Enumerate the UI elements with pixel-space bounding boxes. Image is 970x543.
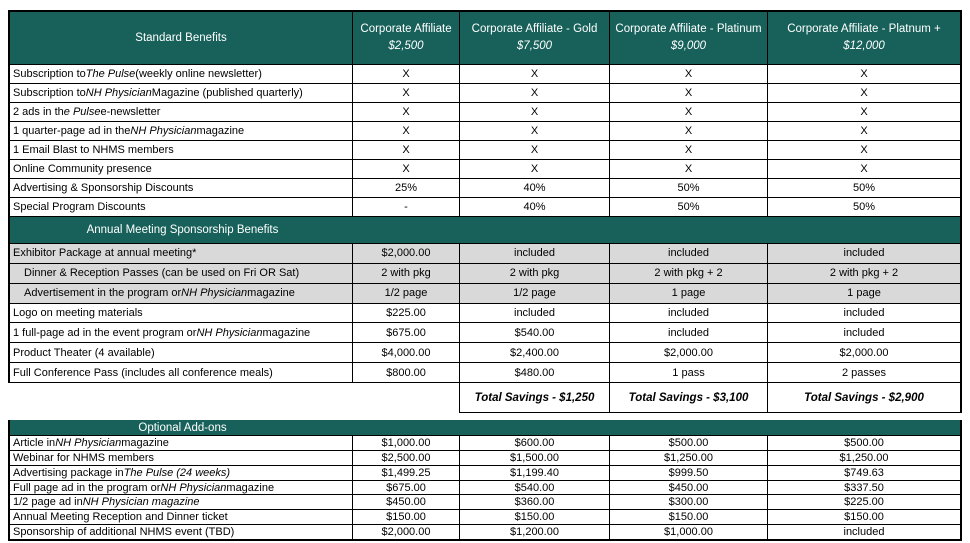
row-value-cell: 2 with pkg [460,264,610,283]
row-value-cell: $540.00 [460,481,610,495]
table-row [10,284,960,304]
row-value-cell: $2,400.00 [460,343,610,362]
row-label-cell [10,481,353,495]
row-value-cell: included [610,323,768,342]
table-header-row [8,10,962,65]
row-label-cell [10,160,353,178]
total-savings-cell: Total Savings - $1,250 [460,383,610,412]
table-row [10,481,960,496]
row-label-cell [10,323,353,342]
row-value-cell: - [353,198,460,216]
row-value-cell: 50% [610,198,768,216]
row-value-cell: $4,000.00 [353,343,460,362]
row-value-cell: $150.00 [610,510,768,524]
row-value-cell: X [610,65,768,83]
row-label-cell [10,103,353,121]
row-value-cell: X [610,141,768,159]
section-header-row [8,420,962,436]
label-text: The Pulse (24 weeks) [123,466,231,479]
label-text: Annual Meeting Reception and Dinner ticket [13,511,228,524]
row-value-cell: 1 page [847,287,881,300]
row-value-cell: 1/2 page [353,284,460,303]
label-text: NH Physician [196,326,263,339]
row-value-cell: $600.00 [460,436,610,450]
row-value-cell: $225.00 [844,496,884,509]
row-value-cell: included [843,247,885,260]
row-value-cell: $1,500.00 [460,451,610,465]
row-value-cell: X [860,144,868,156]
tier-name: Corporate Affiliate - Platnum + [787,23,941,36]
row-value-cell: X [353,84,460,102]
label-text: magazine [121,436,169,449]
label-text: Full page ad in the program or [13,481,161,494]
header-cell-tier-gold [460,12,610,64]
header-cell-tier-corporate-affiliate [353,12,460,64]
benefits-pricing-table [8,10,962,541]
label-text: NH Physician [55,436,122,449]
table-row [10,141,960,160]
table-row [10,264,960,284]
row-label-cell [10,525,353,539]
label-text: Special Program Discounts [13,201,146,213]
row-label-cell [10,244,353,263]
row-value-cell: $360.00 [460,495,610,509]
label-text: NH Physician [130,125,197,137]
row-value-cell: X [353,122,460,140]
row-value-cell: $480.00 [460,363,610,382]
row-value-cell: X [460,122,610,140]
row-value-cell: X [460,141,610,159]
tier-name: Corporate Affiliate [360,23,452,36]
row-value-cell: $1,499.25 [353,466,460,480]
row-value-cell: $2,000.00 [610,343,768,362]
table-row [10,510,960,525]
section-rows [8,65,962,217]
row-value-cell: $2,000.00 [353,244,460,263]
label-text: Magazine (published quarterly) [151,87,303,99]
row-value-cell: 1/2 page [460,284,610,303]
table-row [10,179,960,198]
row-value-cell: $150.00 [844,511,884,524]
row-value-cell: $800.00 [353,363,460,382]
row-value-cell: $1,250.00 [839,451,889,464]
row-value-cell: included [610,244,768,263]
tier-name: Corporate Affiliate - Gold [471,23,598,36]
table-row [10,198,960,217]
label-text: magazine [247,287,295,300]
label-text: magazine [262,326,311,339]
label-text: Webinar for NHMS members [13,451,154,464]
label-text: Advertisement in the program or [24,287,182,300]
row-value-cell: X [860,68,868,80]
row-value-cell: $500.00 [844,436,884,449]
row-value-cell: X [610,103,768,121]
label-text: e-newsletter [100,106,161,118]
row-value-cell: included [460,304,610,323]
row-value-cell: X [353,141,460,159]
row-value-cell: X [860,125,868,137]
label-text: e Pulse [63,106,101,118]
row-value-cell: $337.50 [844,481,884,494]
row-value-cell: 25% [353,179,460,197]
row-value-cell: $749.63 [844,466,884,479]
row-label-cell [10,436,353,450]
label-text: Subscription to [13,87,86,99]
section-title: Optional Add-ons [138,421,227,434]
label-text: Subscription to [13,68,86,80]
label-text: Exhibitor Package at annual meeting* [13,247,197,260]
label-text: Online Community presence [13,163,152,175]
row-value-cell: X [460,160,610,178]
table-row [10,343,960,363]
label-text: The Pulse [85,68,136,80]
row-value-cell: included [460,244,610,263]
table-row [10,436,960,451]
label-text: NH Physician [160,481,227,494]
tier-price: $7,500 [516,40,553,52]
row-value-cell: $540.00 [460,323,610,342]
label-text: Article in [13,436,56,449]
row-label-cell [10,284,353,303]
row-value-cell: X [610,122,768,140]
row-value-cell: X [610,160,768,178]
row-value-cell: $450.00 [353,495,460,509]
table-row [10,466,960,481]
section-rows [8,436,962,541]
tier-name: Corporate Affiliate - Platinum [615,23,762,36]
row-label-cell [10,304,353,323]
row-value-cell: X [460,103,610,121]
row-value-cell: X [353,65,460,83]
row-value-cell: $300.00 [610,495,768,509]
row-value-cell: X [353,160,460,178]
tier-price: $12,000 [843,40,885,52]
row-value-cell: $225.00 [353,304,460,323]
row-value-cell: 2 with pkg + 2 [829,267,899,280]
table-row [10,451,960,466]
label-text: Dinner & Reception Passes (can be used on Fri OR Sat) [24,267,300,280]
label-text: 1 Email Blast to NHMS members [13,144,174,156]
row-label-cell [10,141,353,159]
row-value-cell: $1,250.00 [610,451,768,465]
row-value-cell: X [860,106,868,118]
total-savings-cell: Total Savings - $2,900 [804,391,924,404]
table-row [10,65,960,84]
row-value-cell: $2,500.00 [353,451,460,465]
row-value-cell: $675.00 [353,323,460,342]
label-text: (weekly online newsletter) [135,68,262,80]
header-cell-tier-platinum-plus [768,12,960,64]
row-value-cell: 50% [610,179,768,197]
label-text: magazine [196,125,245,137]
label-text: magazine [226,481,275,494]
row-value-cell: included [843,326,885,339]
label-text: Product Theater (4 available) [13,346,155,359]
label-text: NH Physician magazine [82,496,200,509]
row-label-cell [10,363,353,382]
row-value-cell: X [860,87,868,99]
header-cell-tier-platinum [610,12,768,64]
row-value-cell: $1,200.00 [460,525,610,539]
row-label-cell [10,84,353,102]
row-value-cell: $1,199.40 [460,466,610,480]
tier-price: $9,000 [670,40,707,52]
row-label-cell [10,510,353,524]
table-row [10,244,960,264]
table-row [10,84,960,103]
row-label-cell [10,264,353,283]
label-text: 1 quarter-page ad in the [13,125,131,137]
row-label-cell [10,198,353,216]
row-value-cell: included [843,307,885,319]
row-value-cell: $150.00 [353,510,460,524]
table-row [10,525,960,539]
table-row [10,323,960,343]
row-value-cell: 40% [460,198,610,216]
row-value-cell: X [460,65,610,83]
table-row [10,304,960,324]
savings-left-spacer [8,383,459,413]
table-body [8,65,962,541]
row-value-cell: 1 page [610,284,768,303]
label-text: Advertising & Sponsorship Discounts [13,182,194,194]
header-cell-standard-benefits [10,12,353,64]
total-savings-cell: Total Savings - $3,100 [610,383,768,412]
savings-cells [459,383,962,413]
table-row [10,495,960,510]
row-label-cell [10,65,353,83]
section-header-row [8,217,962,244]
table-row [10,160,960,179]
label-text: 1/2 page ad in [13,496,83,509]
label-text: Logo on meeting materials [13,307,143,319]
row-label-cell [10,179,353,197]
row-value-cell: $450.00 [610,481,768,495]
row-value-cell: $2,000.00 [839,346,889,359]
label-text: 2 ads in th [13,106,64,118]
row-value-cell: $150.00 [460,510,610,524]
row-value-cell: $1,000.00 [610,525,768,539]
table-row [10,122,960,141]
label-text: NH Physician [181,287,248,300]
row-value-cell: 1 pass [610,363,768,382]
table-row [10,103,960,122]
row-label-cell [10,122,353,140]
row-value-cell: $1,000.00 [353,436,460,450]
label-text: 1 full-page ad in the event program or [13,326,197,339]
row-label-cell [10,451,353,465]
row-value-cell: $500.00 [610,436,768,450]
row-value-cell: X [460,84,610,102]
section-title: Annual Meeting Sponsorship Benefits [86,224,279,236]
row-value-cell: 2 with pkg [353,264,460,283]
row-value-cell: 50% [852,182,876,194]
header-title: Standard Benefits [135,31,227,44]
row-label-cell [10,495,353,509]
row-value-cell: 2 with pkg + 2 [610,264,768,283]
row-value-cell: included [843,526,885,539]
row-label-cell [10,466,353,480]
label-text: NH Physician [85,87,152,99]
row-label-cell [10,343,353,362]
total-savings-row [8,383,962,420]
row-value-cell: $2,000.00 [353,525,460,539]
label-text: Advertising package in [13,466,124,479]
row-value-cell: 2 passes [841,366,887,379]
row-value-cell: 40% [460,179,610,197]
tier-price: $2,500 [388,40,424,52]
row-value-cell: $999.50 [610,466,768,480]
section-rows [8,244,962,383]
row-value-cell: X [610,84,768,102]
label-text: Full Conference Pass (includes all conference meals) [13,366,273,379]
label-text: Sponsorship of additional NHMS event (TBD) [13,526,235,539]
row-value-cell: X [353,103,460,121]
table-row [10,363,960,383]
row-value-cell: 50% [852,201,876,213]
row-value-cell: X [860,163,868,175]
row-value-cell: $675.00 [353,481,460,495]
row-value-cell: included [610,304,768,323]
